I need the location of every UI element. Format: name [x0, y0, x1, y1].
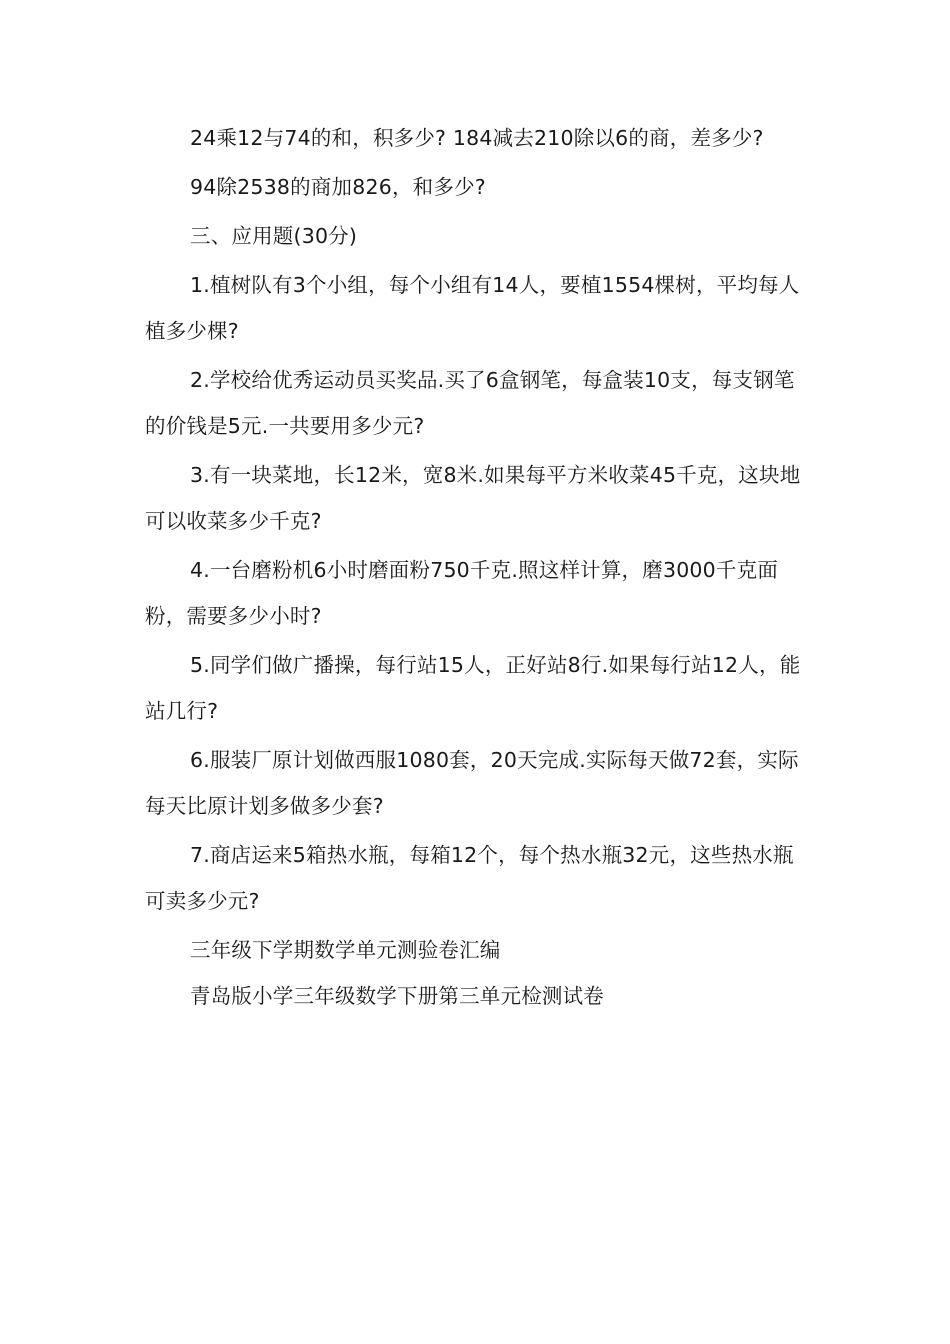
problem-7: 7.商店运来5箱热水瓶，每箱12个，每个热水瓶32元，这些热水瓶可卖多少元?	[145, 843, 794, 913]
document-body	[145, 115, 810, 1019]
problem-1: 1.植树队有3个小组，每个小组有14人，要植1554棵树，平均每人植多少棵?	[145, 273, 800, 343]
problem-6: 6.服装厂原计划做西服1080套，20天完成.实际每天做72套，实际每天比原计划多做多少套?	[145, 748, 799, 818]
exercise-line-2: 94除2538的商加826，和多少?	[190, 175, 486, 199]
exercise-line-1: 24乘12与74的和，积多少? 184减去210除以6的商，差多少?	[190, 126, 764, 150]
problem-5: 5.同学们做广播操，每行站15人，正好站8行.如果每行站12人，能站几行?	[145, 653, 801, 723]
test-title: 青岛版小学三年级数学下册第三单元检测试卷	[190, 984, 604, 1008]
problem-2: 2.学校给优秀运动员买奖品.买了6盒钢笔，每盒装10支，每支钢笔的价钱是5元.一共要用多少元?	[145, 368, 795, 438]
problem-4: 4.一台磨粉机6小时磨面粉750千克.照这样计算，磨3000千克面粉，需要多少小时?	[145, 558, 779, 628]
section-heading: 三、应用题(30分)	[190, 224, 358, 248]
collection-title: 三年级下学期数学单元测验卷汇编	[190, 938, 501, 962]
problem-3: 3.有一块菜地，长12米，宽8米.如果每平方米收菜45千克，这块地可以收菜多少千克?	[145, 463, 801, 533]
